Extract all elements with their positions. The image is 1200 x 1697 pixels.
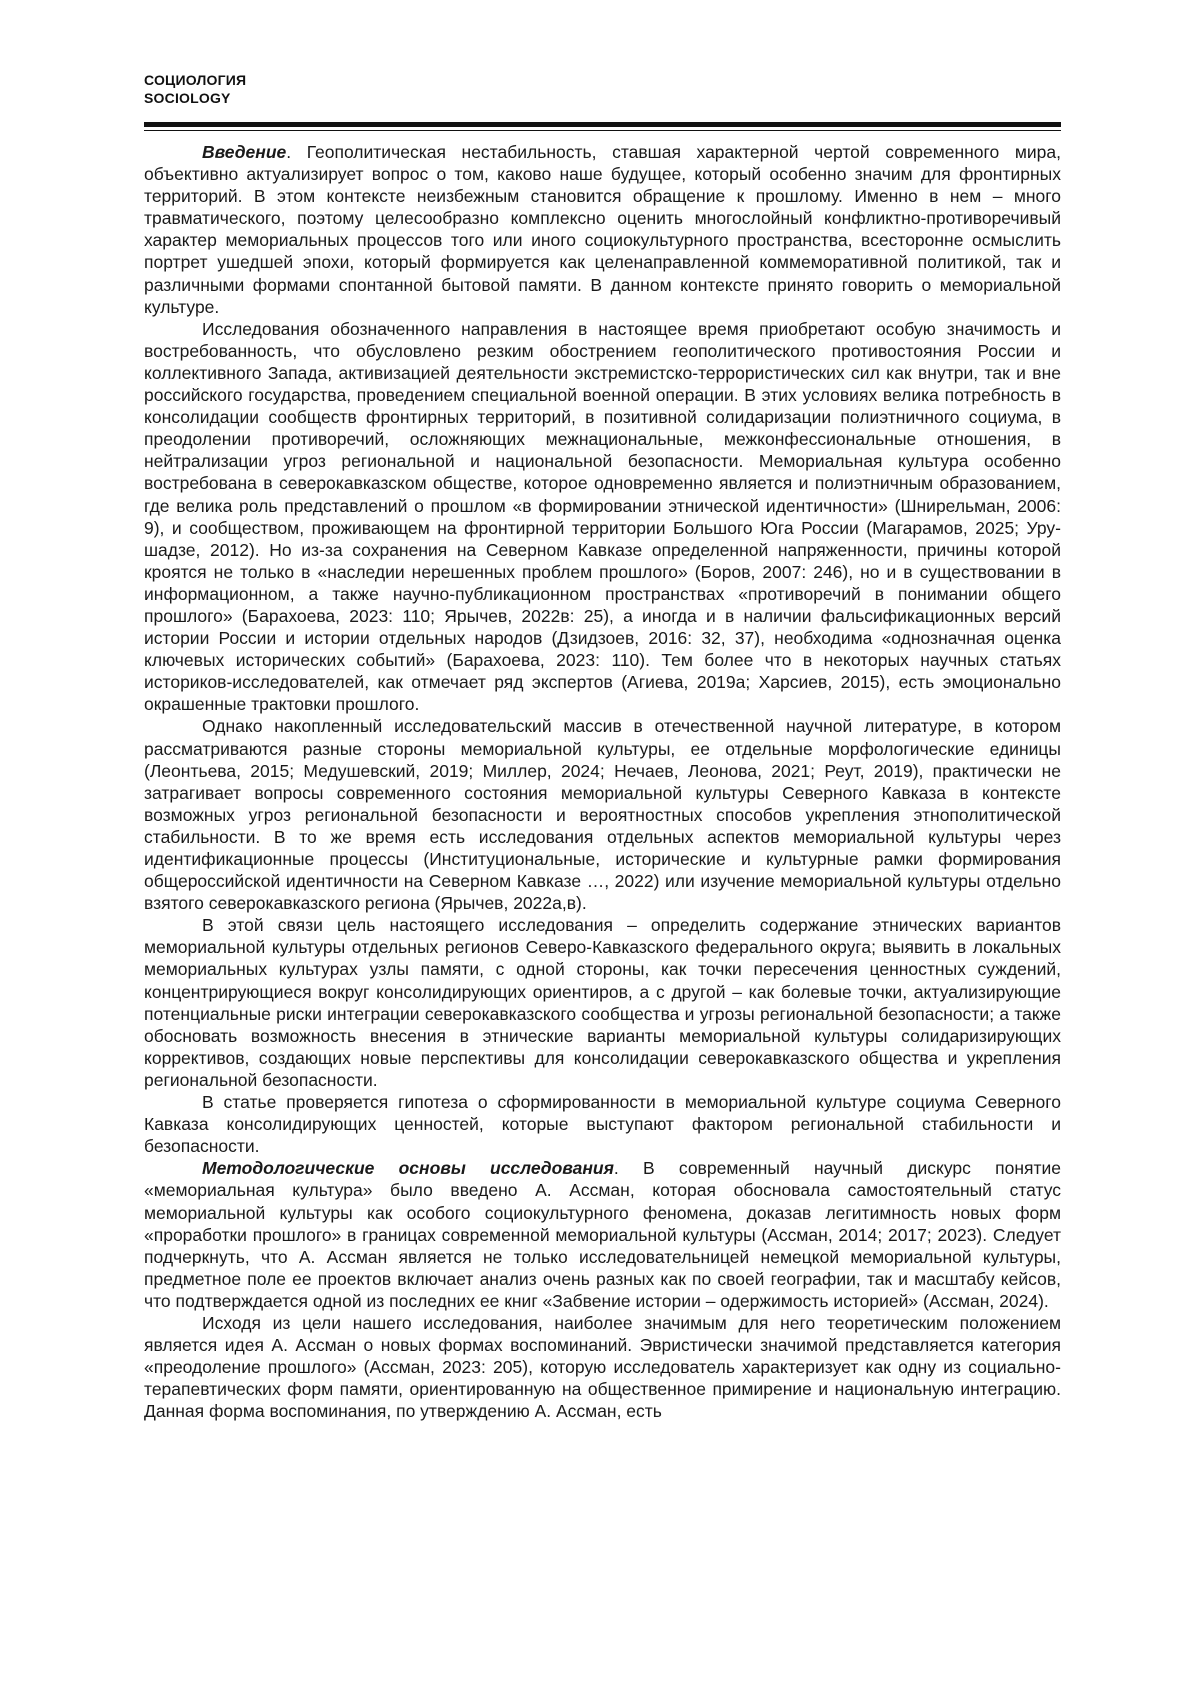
paragraph-text: . В современный научный дискурс понятие «мемориальная культура» было введено А. Ассман, которая обосновала самостоятельный статус мемориальной культуры как особого социокультурного феномена, доказав легитимность новых форм «проработки прошлого» в границах современной мемориальной культуры (Ассман, 2014; 2017; 2023). Следует подчеркнуть, что А. Ассман является не только исследовательницей немецкой мемориальной культуры, предметное поле ее проектов включает анализ очень разных как по своей географии, так и масштабу кейсов, что подтверждается одной из последних ее книг «Забвение истории – одержимость историей» (Ассман, 2024). <box>144 1158 1061 1311</box>
paragraph-lead: Методологические основы исследования <box>202 1158 614 1179</box>
paragraph <box>144 914 1061 1091</box>
journal-header <box>144 71 246 107</box>
paragraph-text: Исследования обозначенного направления в настоящее время приобретают особую значимость и востребованность, что обусловлено резким обострением геополитического противостояния России и коллективного Запада, активизацией деятельности экстремистско-террористических сил как внутри, так и вне российского государства, проведением специальной военной операции. В этих условиях велика потребность в консолидации сообществ фронтирных территорий, в позитивной солидаризации полиэтничного социума, в преодолении противоречий, осложняющих межнациональные, межконфессиональные отношения, в нейтрализации угроз региональной и национальной безопасности. Мемориальная культура особенно востребована в северокавказском обществе, которое одновременно является и полиэтничным образованием, где велика роль представлений о прошлом «в формировании этнической идентичности» (Шнирельман, 2006: 9), и сообществом, проживающем на фронтирной территории Большого Юга России (Магарамов, 2025; Урушадзе, 2012). Но из-за сохранения на Северном Кавказе определенной напряженности, причины которой кроятся не только в «наследии нерешенных проблем прошлого» (Боров, 2007: 246), но и в существовании в информационном, а также научно-публикационном пространствах «противоречий в понимании общего прошлого» (Барахоева, 2023: 110; Ярычев, 2022в: 25), а иногда и в наличии фальсификационных версий истории России и истории отдельных народов (Дзидзоев, 2016: 32, 37), необходима «однозначная оценка ключевых исторических событий» (Барахоева, 2023: 110). Тем более что в некоторых научных статьях историков-исследователей, как отмечает ряд экспертов (Агиева, 2019а; Харсиев, 2015), есть эмоционально окрашенные трактовки прошлого. <box>144 318 1061 715</box>
paragraph-methodology <box>144 1157 1061 1312</box>
paragraph-text: В этой связи цель настоящего исследования – определить содержание этнических вариантов мемориальной культуры отдельных регионов Северо-Кавказского федерального округа; выявить в локальных мемориальных культурах узлы памяти, с одной стороны, как точки пересечения ценностных суждений, концентрирующиеся вокруг консолидирующих ориентиров, а с другой – как болевые точки, актуализирующие потенциальные риски интеграции северокавказского сообщества и угрозы региональной безопасности; а также обосновать возможность внесения в этнические варианты мемориальной культуры солидаризирующих коррективов, создающих новые перспективы для консолидации северокавказского общества и укрепления региональной безопасности. <box>144 915 1061 1090</box>
paragraph <box>144 1312 1061 1422</box>
header-rule-thick <box>144 122 1061 127</box>
paragraph <box>144 318 1061 716</box>
paragraph <box>144 1091 1061 1157</box>
section-title-ru: СОЦИОЛОГИЯ <box>144 72 247 88</box>
paragraph-text: В статье проверяется гипотеза о сформированности в мемориальной культуре социума Северного Кавказа консолидирующих ценностей, которые выступают фактором региональной стабильности и безопасности. <box>144 1092 1061 1157</box>
article-body <box>144 141 1061 1422</box>
paragraph-text: . Геополитическая нестабильность, ставшая характерной чертой современного мира, объективно актуализирует вопрос о том, каково наше будущее, который особенно значим для фронтирных территорий. В этом контексте неизбежным становится обращение к прошлому. Именно в нем – много травматического, поэтому целесообразно комплексно оценить многослойный конфликтно-противоречивый характер мемориальных процессов того или иного социокультурного пространства, всесторонне осмыслить портрет ушедшей эпохи, который формируется как целенаправленной коммеморативной политикой, так и различными формами спонтанной бытовой памяти. В данном контексте принято говорить о мемориальной культуре. <box>144 142 1061 317</box>
section-title-en: SOCIOLOGY <box>144 90 231 106</box>
paragraph <box>144 715 1061 914</box>
header-rule-thin <box>144 130 1061 131</box>
paragraph-lead: Введение <box>202 142 287 162</box>
paragraph-text: Однако накопленный исследовательский массив в отечественной научной литературе, в котором рассматриваются разные стороны мемориальной культуры, ее отдельные морфологические единицы (Леонтьева, 2015; Медушевский, 2019; Миллер, 2024; Нечаев, Леонова, 2021; Реут, 2019), практически не затрагивает вопросы современного состояния мемориальной культуры Северного Кавказа в контексте возможных угроз региональной безопасности и вероятностных способов укрепления этнополитической стабильности. В то же время есть исследования отдельных аспектов мемориальной культуры через идентификационные процессы (Институциональные, исторические и культурные рамки формирования общероссийской идентичности на Северном Кавказе …, 2022) или изучение мемориальной культуры отдельно взятого северокавказского региона (Ярычев, 2022а,в). <box>144 716 1061 914</box>
paragraph-introduction <box>144 141 1061 318</box>
paragraph-text: Исходя из цели нашего исследования, наиболее значимым для него теоретическим положением является идея А. Ассман о новых формах воспоминаний. Эвристически значимой представляется категория «преодоление прошлого» (Ассман, 2023: 205), которую исследователь характеризует как одну из социально-терапевтических форм памяти, ориентированную на общественное примирение и национальную интеграцию. Данная форма воспоминания, по утверждению А. Ассман, есть <box>144 1312 1061 1422</box>
